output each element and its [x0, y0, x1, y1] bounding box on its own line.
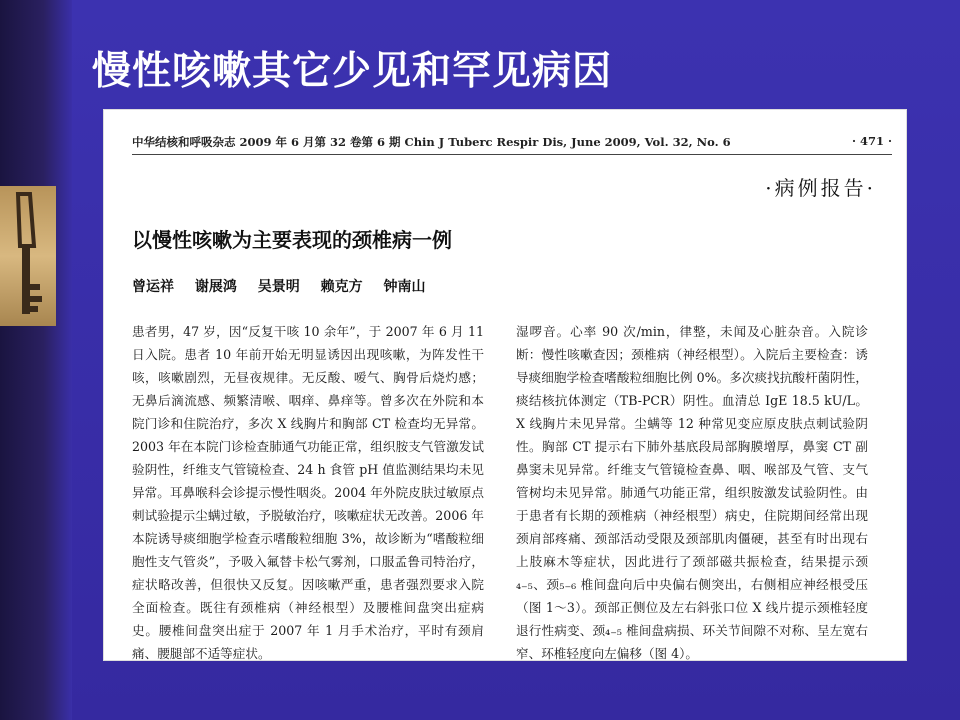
body-column-right	[516, 320, 868, 660]
author: 曾运祥	[132, 279, 174, 295]
section-label: ·病例报告·	[765, 176, 876, 200]
article-title: 以慢性咳嗽为主要表现的颈椎病一例	[132, 228, 452, 252]
author: 谢展鸿	[194, 279, 237, 295]
slide-title: 慢性咳嗽其它少见和罕见病因	[92, 49, 613, 94]
page-number: · 471 ·	[851, 134, 892, 148]
journal-header	[132, 134, 892, 155]
key-image-panel	[0, 186, 56, 326]
author-list	[132, 276, 442, 296]
article-scan	[104, 110, 906, 660]
left-decor-strip	[0, 0, 72, 720]
journal-citation: 中华结核和呼吸杂志 2009 年 6 月第 32 卷第 6 期 Chin J Tuberc Respir Dis, June 2009, Vol. 32, No. 6	[132, 135, 731, 149]
body-paragraph: 湿啰音。心率 90 次/min，律整，未闻及心脏杂音。入院诊断：慢性咳嗽查因；颈椎病（神经根型）。入院后主要检查：诱导痰细胞学检查嗜酸粒细胞比例 0%。多次痰找抗酸杆菌阴性，痰结核抗体测定（TB-PCR）阴性。血清总 IgE 18.5 kU/L。X 线胸片未见异常。尘螨等 12 种常见变应原皮肤点刺试验阴性。胸部 CT 提示右下肺外基底段局部胸膜增厚，鼻窦 CT 副鼻窦未见异常。纤维支气管镜检查鼻、咽、喉部及气管、支气管树均未见异常。肺通气功能正常，组织胺激发试验阴性。由于患者有长期的颈椎病（神经根型）病史，住院期间经常出现颈肩部疼痛、颈部活动受限及颈部肌肉僵硬，甚至有时出现右上肢麻木等症状，因此进行了颈部磁共振检查，结果提示颈₄₋₅、颈₅₋₆ 椎间盘向后中央偏右侧突出，右侧相应神经根受压（图 1～3）。颈部正侧位及左右斜张口位 X 线片提示颈椎轻度退行性病变、颈₄₋₅ 椎间盘病损、环关节间隙不对称、呈左宽右窄、环椎轻度向左偏移（图 4）。	[516, 324, 868, 660]
body-paragraph: 患者男，47 岁，因“反复干咳 10 余年”，于 2007 年 6 月 11 日入院。患者 10 年前开始无明显诱因出现咳嗽，为阵发性干咳，咳嗽剧烈，无昼夜规律。无反酸、嗳气、胸骨后烧灼感；无鼻后滴流感、频繁清喉、咽痒、鼻痒等。曾多次在外院和本院门诊和住院治疗，多次 X 线胸片和胸部 CT 检查均无异常。2003 年在本院门诊检查肺通气功能正常，组织胺支气管激发试验阴性，纤维支气管镜检查、24 h 食管 pH 值监测结果均未见异常。耳鼻喉科会诊提示慢性咽炎。2004 年外院皮肤过敏原点刺试验提示尘螨过敏，予脱敏治疗，咳嗽症状无改善。2006 年本院诱导痰细胞学检查示嗜酸粒细胞 3%，故诊断为“嗜酸粒细胞性支气管炎”，予吸入氟替卡松气雾剂，口服孟鲁司特治疗，症状略改善，但很快又反复。因咳嗽严重，患者强烈要求入院全面检查。既往有颈椎病（神经根型）及腰椎间盘突出症病史。腰椎间盘突出症于 2007 年 1 月手术治疗，平时有颈肩痛、腰腿部不适等症状。	[132, 324, 484, 660]
author: 钟南山	[383, 279, 426, 295]
author: 赖克方	[320, 279, 363, 295]
key-icon	[0, 186, 56, 326]
author: 吴景明	[257, 279, 300, 295]
body-column-left	[132, 320, 484, 660]
